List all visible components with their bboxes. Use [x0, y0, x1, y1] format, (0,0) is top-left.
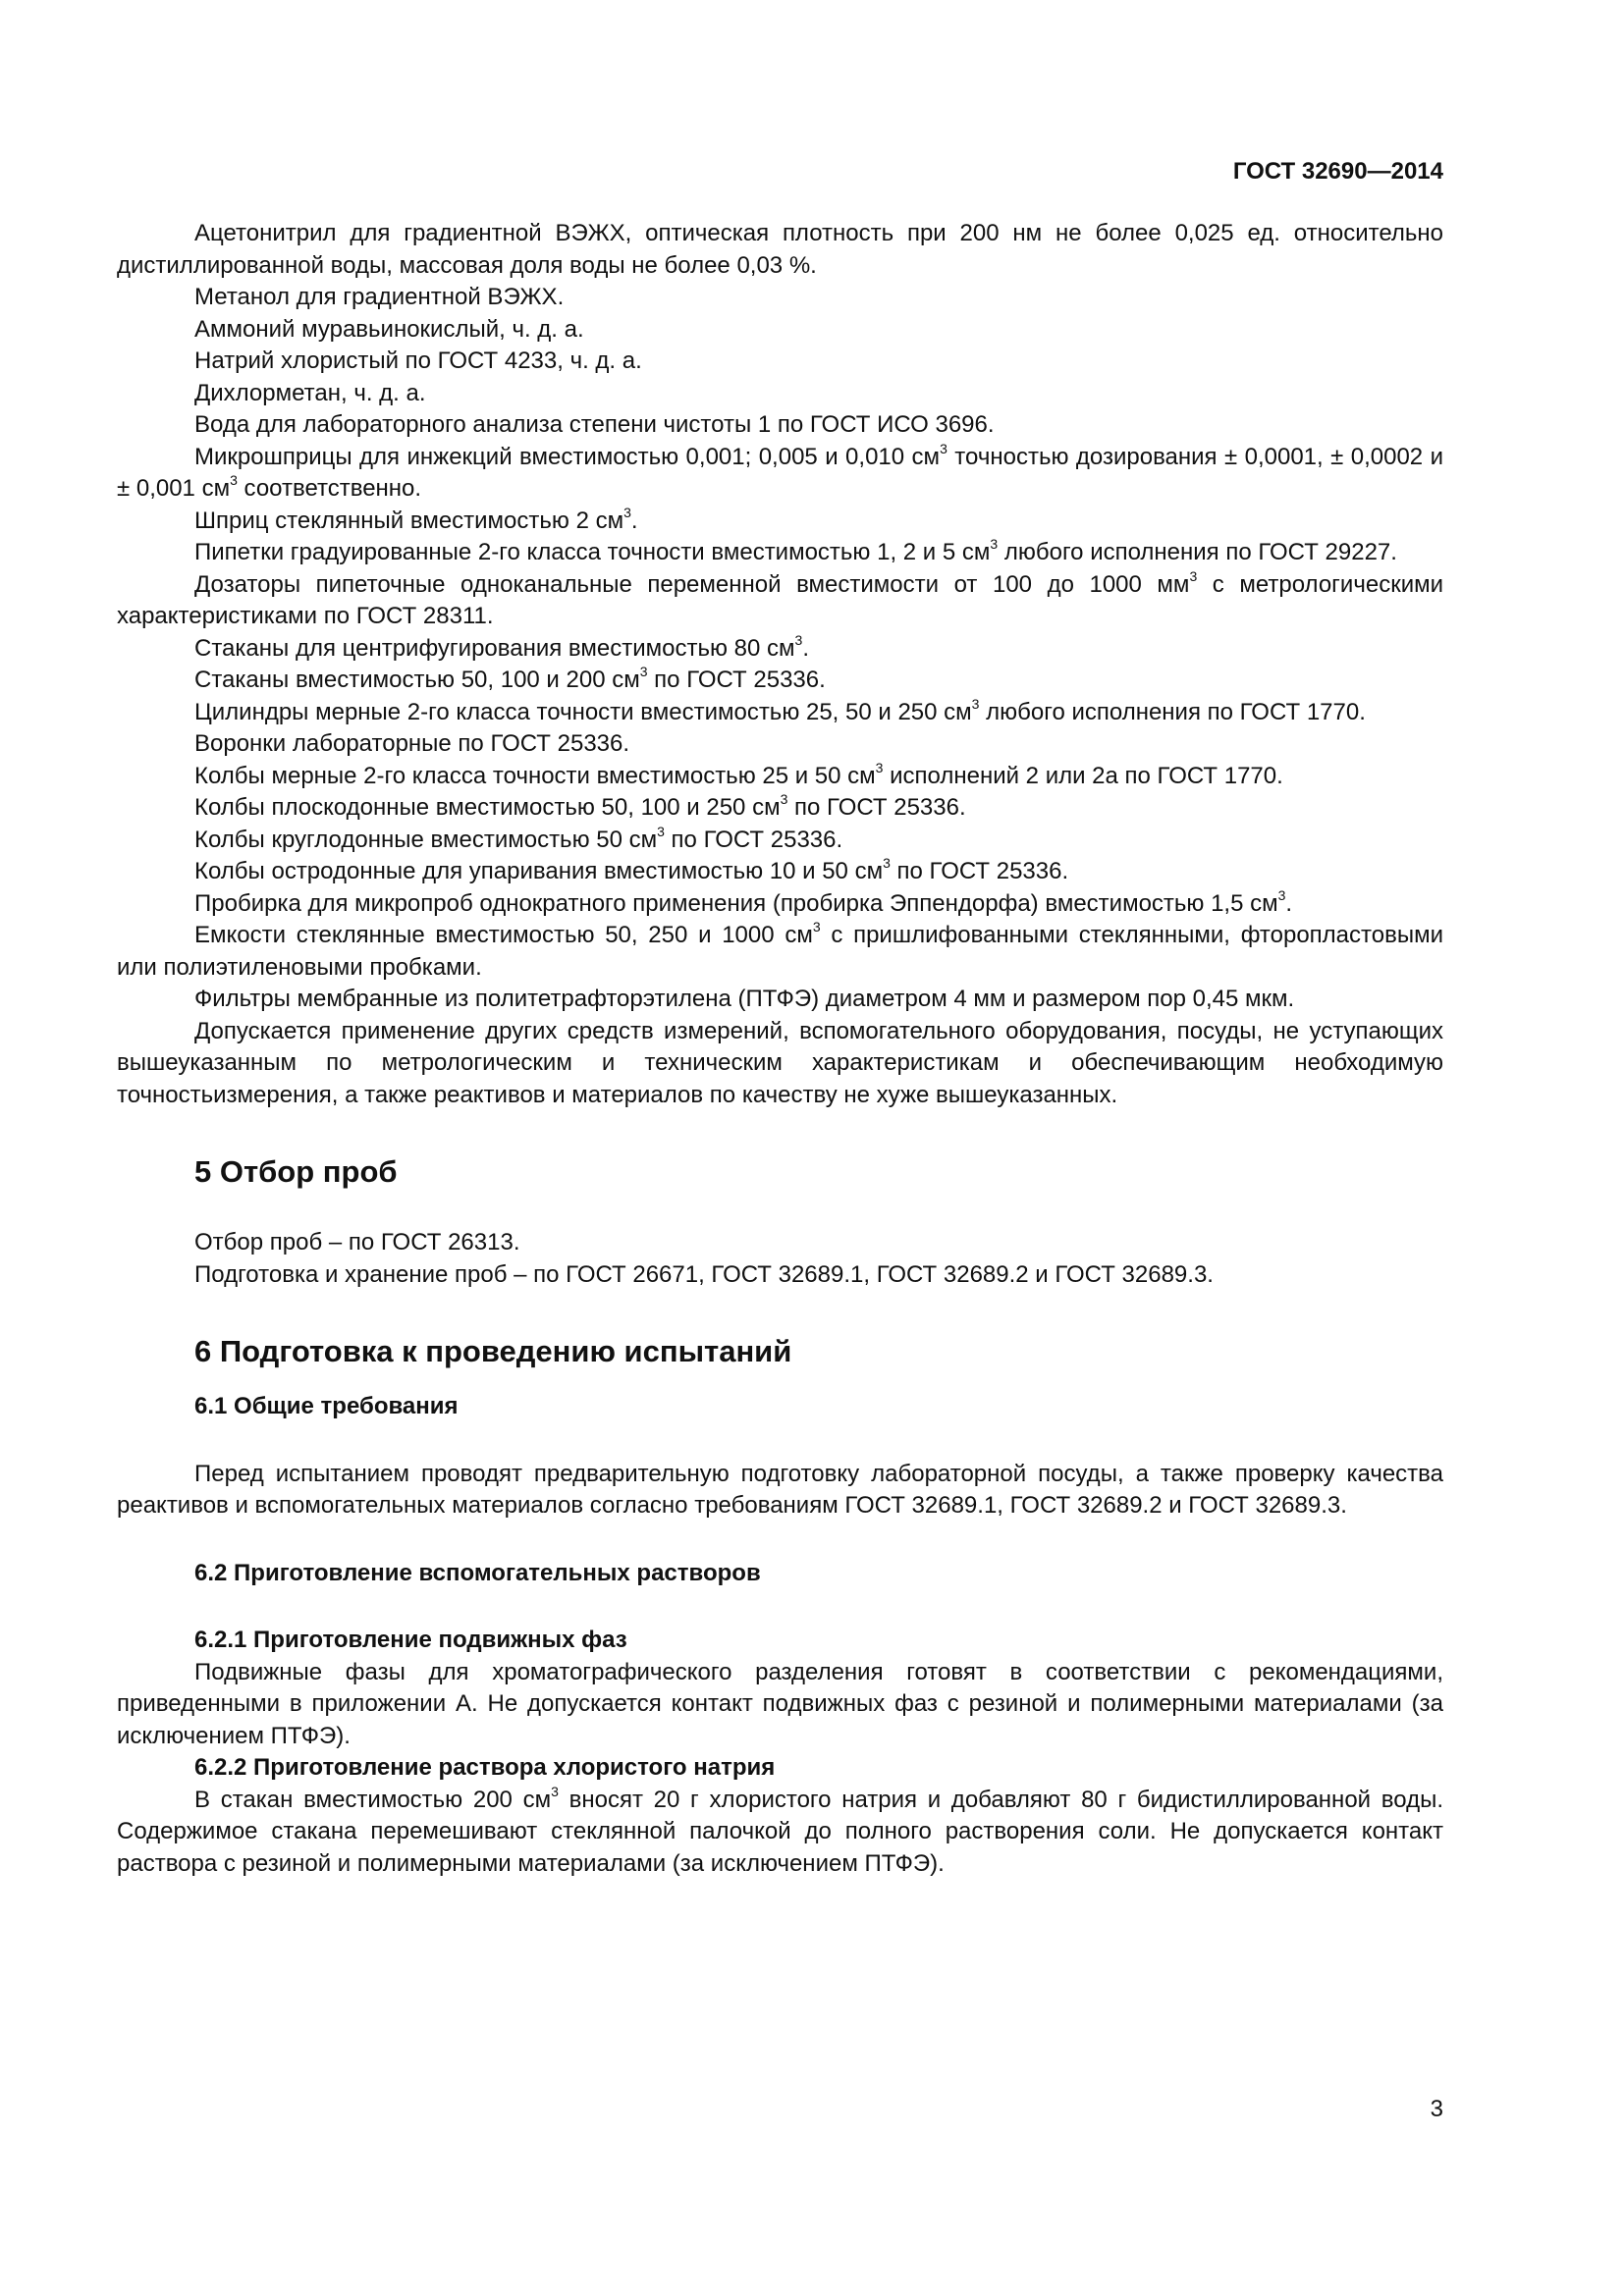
text-segment: с метрологическими характеристиками по ГОСТ 28311.	[117, 570, 1444, 629]
superscript: 3	[230, 472, 238, 488]
superscript: 3	[780, 791, 788, 807]
text-segment: Пробирка для микропроб однократного применения (пробирка Эппендорфа) вместимостью 1,5 см	[194, 889, 1278, 917]
paragraph-pipettes	[117, 537, 1443, 569]
text-segment: Микрошприцы для инжекций вместимостью 0,001; 0,005 и 0,010 см	[194, 443, 941, 470]
paragraph-water: Вода для лабораторного анализа степени чистоты 1 по ГОСТ ИСО 3696.	[194, 411, 995, 438]
superscript: 3	[940, 440, 947, 456]
text-segment: В стакан вместимостью 200 см	[194, 1786, 552, 1813]
paragraph-membrane-filters: Фильтры мембранные из политетрафторэтилена (ПТФЭ) диаметром 4 мм и размером пор 0,45 мкм.	[194, 986, 1295, 1012]
paragraph-dichloromethane: Дихлорметан, ч. д. а.	[194, 379, 426, 406]
text-segment: .	[802, 634, 809, 662]
paragraph-dispensers	[117, 569, 1443, 633]
paragraph-methanol: Метанол для градиентной ВЭЖХ.	[194, 284, 565, 310]
text-segment: Шприц стеклянный вместимостью 2 см	[194, 507, 624, 534]
text-segment: любого исполнения по ГОСТ 1770.	[979, 698, 1366, 725]
section-6-2-1-title: 6.2.1 Приготовление подвижных фаз	[194, 1627, 627, 1653]
text-segment: Колбы мерные 2-го класса точности вместимостью 25 и 50 см	[194, 762, 876, 789]
paragraph-eppendorf-tube	[117, 888, 1443, 921]
section-6-2-2-title: 6.2.2 Приготовление раствора хлористого натрия	[194, 1754, 776, 1781]
superscript: 3	[812, 919, 821, 934]
paragraph-acetonitrile: Ацетонитрил для градиентной ВЭЖХ, оптическая плотность при 200 нм не более 0,025 ед. относительно дистиллированной воды, массовая доля воды не более 0,03 %.	[117, 220, 1443, 279]
paragraph-mobile-phases: Подвижные фазы для хроматографического разделения готовят в соответствии с рекомендациями, приведенными в приложении А. Не допускается контакт подвижных фаз с резиной и полимерными материалами (за исключением ПТФЭ).	[117, 1658, 1443, 1749]
section-6-2-title: 6.2 Приготовление вспомогательных растворов	[194, 1559, 761, 1586]
section-5-title: 5 Отбор проб	[194, 1154, 398, 1189]
text-segment: Дозаторы пипеточные одноканальные переменной вместимости от 100 до 1000 мм	[194, 570, 1190, 598]
paragraph-sample-storage: Подготовка и хранение проб – по ГОСТ 26671, ГОСТ 32689.1, ГОСТ 32689.2 и ГОСТ 32689.3.	[194, 1260, 1214, 1288]
superscript: 3	[657, 823, 665, 839]
text-segment: вносят 20 г хлористого натрия и добавляют 80 г бидистиллированной воды. Содержимое стакана перемешивают стеклянной палочкой до полного растворения соли. Не допускается контакт раствора с резиной и полимерными материалами (за исключением ПТФЭ).	[117, 1786, 1443, 1877]
text-segment: Емкости стеклянные вместимостью 50, 250 и 1000 см	[194, 922, 813, 948]
paragraph-centrifuge-beakers	[117, 633, 1443, 666]
text-segment: Цилиндры мерные 2-го класса точности вместимостью 25, 50 и 250 см	[194, 698, 972, 725]
text-segment: Пипетки градуированные 2-го класса точности вместимостью 1, 2 и 5 см	[194, 539, 991, 565]
superscript: 3	[794, 631, 803, 648]
text-segment: .	[1285, 889, 1293, 917]
superscript: 3	[639, 664, 648, 679]
paragraph-flat-flasks	[117, 792, 1443, 825]
superscript: 3	[883, 855, 891, 871]
superscript: 3	[551, 1783, 559, 1799]
section-6-1-title: 6.1 Общие требования	[194, 1393, 459, 1419]
text-segment: с пришлифованными стеклянными, фторопластовыми или полиэтиленовыми пробками.	[117, 922, 1444, 981]
paragraph-glass-syringe	[117, 506, 1443, 538]
paragraph-sampling: Отбор проб – по ГОСТ 26313.	[194, 1229, 520, 1255]
paragraph-conical-flasks	[117, 856, 1443, 888]
paragraph-ammonium-formate: Аммоний муравьинокислый, ч. д. а.	[194, 315, 584, 343]
superscript: 3	[971, 695, 980, 712]
page-number: 3	[1430, 2096, 1443, 2122]
superscript: 3	[990, 536, 999, 552]
text-segment: .	[630, 507, 638, 534]
text-segment: точностью дозирования ± 0,0001, ± 0,0002 и ± 0,001 см	[117, 443, 1443, 502]
paragraph-alternatives: Допускается применение других средств измерений, вспомогательного оборудования, посуды, не уступающих вышеуказанным по метрологическим и техническим характеристикам и обеспечивающим необходимую точностьизмерения, а также реактивов и материалов по качеству не хуже вышеуказанных.	[117, 1017, 1443, 1108]
paragraph-funnels: Воронки лабораторные по ГОСТ 25336.	[194, 730, 630, 757]
paragraph-sodium-chloride-solution	[117, 1785, 1443, 1881]
superscript: 3	[1277, 886, 1286, 903]
text-segment: любого исполнения по ГОСТ 29227.	[998, 539, 1397, 565]
text-segment: Колбы плоскодонные вместимостью 50, 100 и 250 см	[194, 794, 781, 821]
section-6-title: 6 Подготовка к проведению испытаний	[194, 1334, 792, 1368]
paragraph-round-flasks	[117, 825, 1443, 857]
paragraph-general-requirements: Перед испытанием проводят предварительную подготовку лабораторной посуды, а также проверку качества реактивов и вспомогательных материалов согласно требованиям ГОСТ 32689.1, ГОСТ 32689.2 и ГОСТ 32689.3.	[117, 1460, 1443, 1519]
document-body	[117, 218, 1443, 1880]
text-segment: по ГОСТ 25336.	[787, 794, 966, 821]
text-segment: по ГОСТ 25336.	[664, 826, 843, 853]
text-segment: по ГОСТ 25336.	[647, 667, 826, 693]
text-segment: Колбы остродонные для упаривания вместимостью 10 и 50 см	[194, 858, 884, 884]
text-segment: Стаканы вместимостью 50, 100 и 200 см	[194, 667, 640, 693]
paragraph-cylinders	[117, 697, 1443, 729]
paragraph-volumetric-flasks	[117, 761, 1443, 793]
superscript: 3	[875, 759, 884, 775]
paragraph-sodium-chloride: Натрий хлористый по ГОСТ 4233, ч. д. а.	[194, 347, 642, 374]
text-segment: Колбы круглодонные вместимостью 50 см	[194, 826, 658, 853]
superscript: 3	[623, 504, 631, 520]
text-segment: Стаканы для центрифугирования вместимостью 80 см	[194, 634, 795, 662]
superscript: 3	[1189, 567, 1198, 584]
paragraph-glass-containers	[117, 920, 1443, 984]
text-segment: по ГОСТ 25336.	[890, 858, 1069, 884]
paragraph-microsyringes	[117, 442, 1443, 506]
paragraph-beakers	[117, 665, 1443, 697]
page-header-standard: ГОСТ 32690—2014	[1232, 158, 1443, 185]
text-segment: соответственно.	[237, 475, 422, 502]
text-segment: исполнений 2 или 2а по ГОСТ 1770.	[883, 762, 1283, 789]
